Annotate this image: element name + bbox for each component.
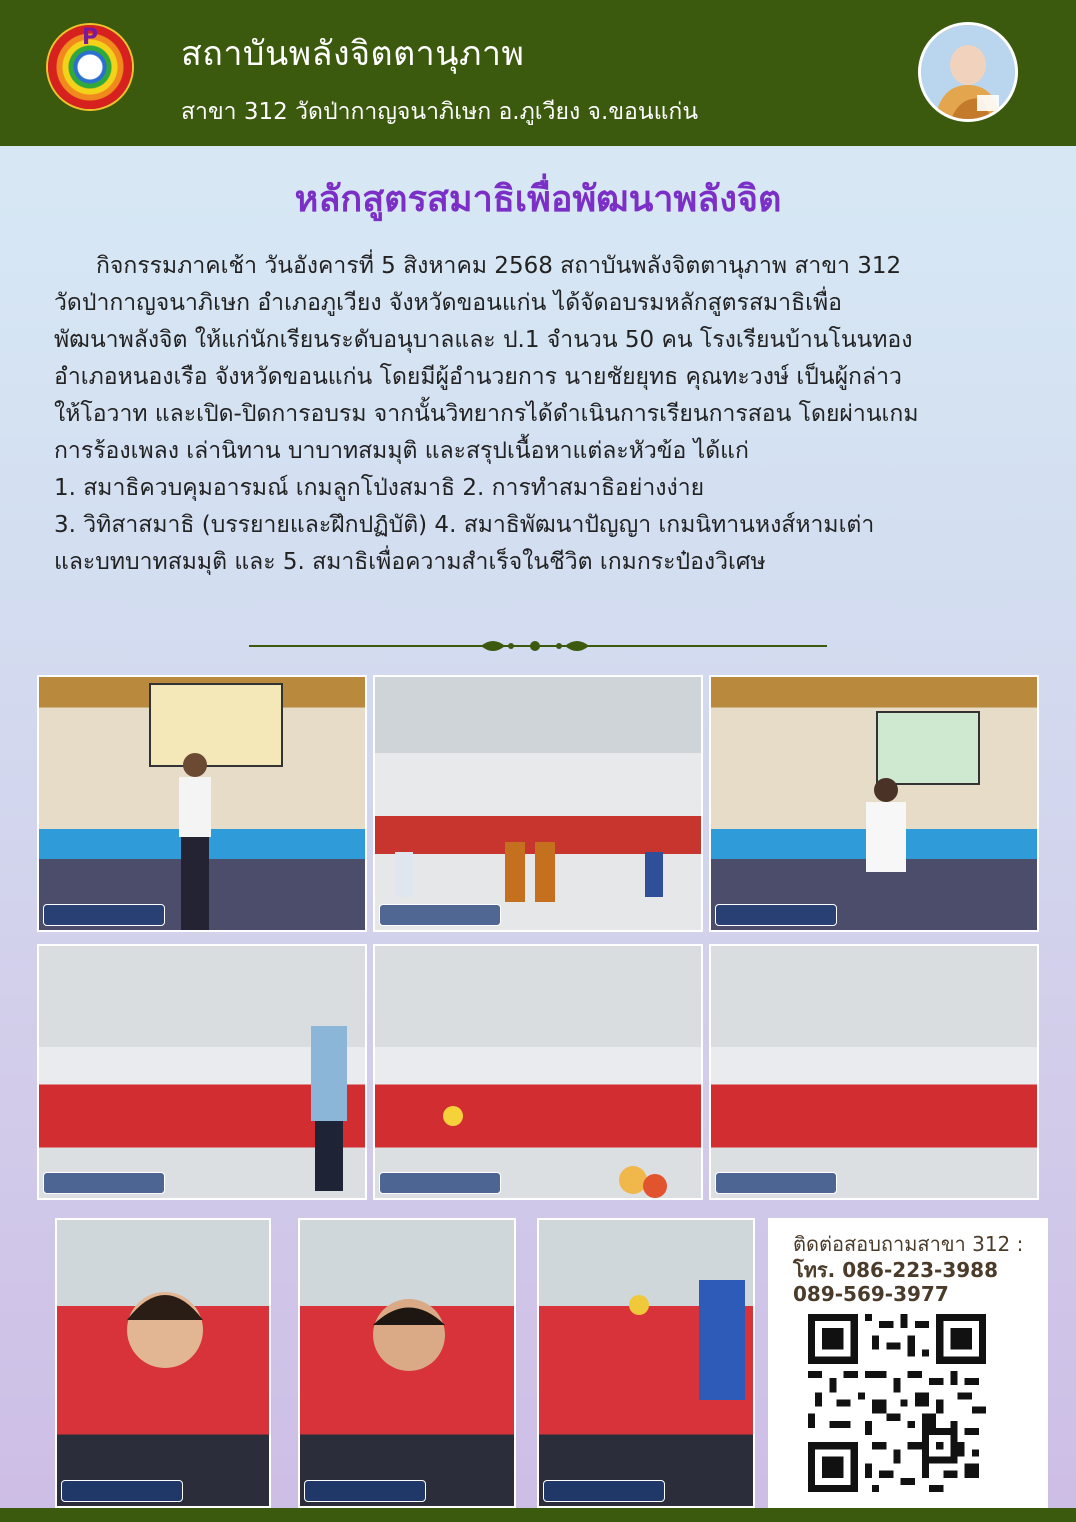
header-bar bbox=[0, 0, 1076, 146]
ornament-divider bbox=[249, 636, 827, 656]
qr-code-icon[interactable] bbox=[808, 1314, 986, 1492]
body-line: อำเภอหนองเรือ จังหวัดขอนแก่น โดยมีผู้อำนวยการ นายชัยยุทธ คุณทะวงษ์ เป็นผู้กล่าว bbox=[54, 364, 902, 390]
photo-speaker-stage bbox=[709, 675, 1039, 932]
phone-number-2[interactable]: 089-569-3977 bbox=[793, 1282, 949, 1306]
monk-avatar-icon bbox=[918, 22, 1018, 122]
article-body bbox=[54, 248, 1034, 581]
body-line: พัฒนาพลังจิต ให้แก่นักเรียนระดับอนุบาลและ ป.1 จำนวน 50 คน โรงเรียนบ้านโนนทอง bbox=[54, 327, 913, 353]
contact-card bbox=[768, 1218, 1048, 1508]
photo-kids-game bbox=[709, 944, 1039, 1200]
contact-label: ติดต่อสอบถามสาขา 312 : bbox=[793, 1232, 1024, 1256]
branch-watermark bbox=[43, 904, 165, 926]
branch-watermark bbox=[715, 1172, 837, 1194]
body-line: การร้องเพลง เล่านิทาน บาบาทสมมุติ และสรุปเนื้อหาแต่ละหัวข้อ ได้แก่ bbox=[54, 438, 749, 464]
photo-kids-circle bbox=[537, 1218, 755, 1508]
body-line: วัดป่ากาญจนาภิเษก อำเภอภูเวียง จังหวัดขอนแก่น ได้จัดอบรมหลักสูตรสมาธิเพื่อ bbox=[54, 290, 842, 316]
photo-hall-assembly bbox=[373, 675, 703, 932]
branch-name: สาขา 312 วัดป่ากาญจนาภิเษก อ.ภูเวียง จ.ขอนแก่น bbox=[181, 99, 699, 125]
org-name: สถาบันพลังจิตตานุภาพ bbox=[181, 34, 525, 74]
branch-watermark bbox=[543, 1480, 665, 1502]
body-line: 1. สมาธิควบคุมอารมณ์ เกมลูกโป่งสมาธิ 2. การทำสมาธิอย่างง่าย bbox=[54, 475, 705, 501]
branch-watermark bbox=[715, 904, 837, 926]
photo-opening-speech bbox=[37, 675, 367, 932]
branch-watermark bbox=[61, 1480, 183, 1502]
body-line: 3. วิทิสาสมาธิ (บรรยายและฝึกปฏิบัติ) 4. สมาธิพัฒนาปัญญา เกมนิทานหงส์หามเต่า bbox=[54, 512, 875, 538]
photo-boy-meditating bbox=[298, 1218, 516, 1508]
photo-hall-activity bbox=[373, 944, 703, 1200]
page-title: หลักสูตรสมาธิเพื่อพัฒนาพลังจิต bbox=[294, 179, 782, 220]
body-line: กิจกรรมภาคเช้า วันอังคารที่ 5 สิงหาคม 2568 สถาบันพลังจิตตานุภาพ สาขา 312 bbox=[96, 253, 902, 279]
branch-watermark bbox=[379, 1172, 501, 1194]
branch-watermark bbox=[304, 1480, 426, 1502]
branch-watermark bbox=[43, 1172, 165, 1194]
body-line: ให้โอวาท และเปิด-ปิดการอบรม จากนั้นวิทยากรได้ดำเนินการเรียนการสอน โดยผ่านเกม bbox=[54, 401, 919, 427]
branch-watermark bbox=[379, 904, 501, 926]
footer-bar bbox=[0, 1508, 1076, 1522]
photo-girl-meditating bbox=[55, 1218, 271, 1508]
institute-logo-icon: P bbox=[48, 25, 132, 109]
body-line: และบทบาทสมมุติ และ 5. สมาธิเพื่อความสำเร็จในชีวิต เกมกระป๋องวิเศษ bbox=[54, 549, 766, 575]
phone-number-1[interactable]: โทร. 086-223-3988 bbox=[793, 1258, 998, 1282]
photo-instructor-kids bbox=[37, 944, 367, 1200]
